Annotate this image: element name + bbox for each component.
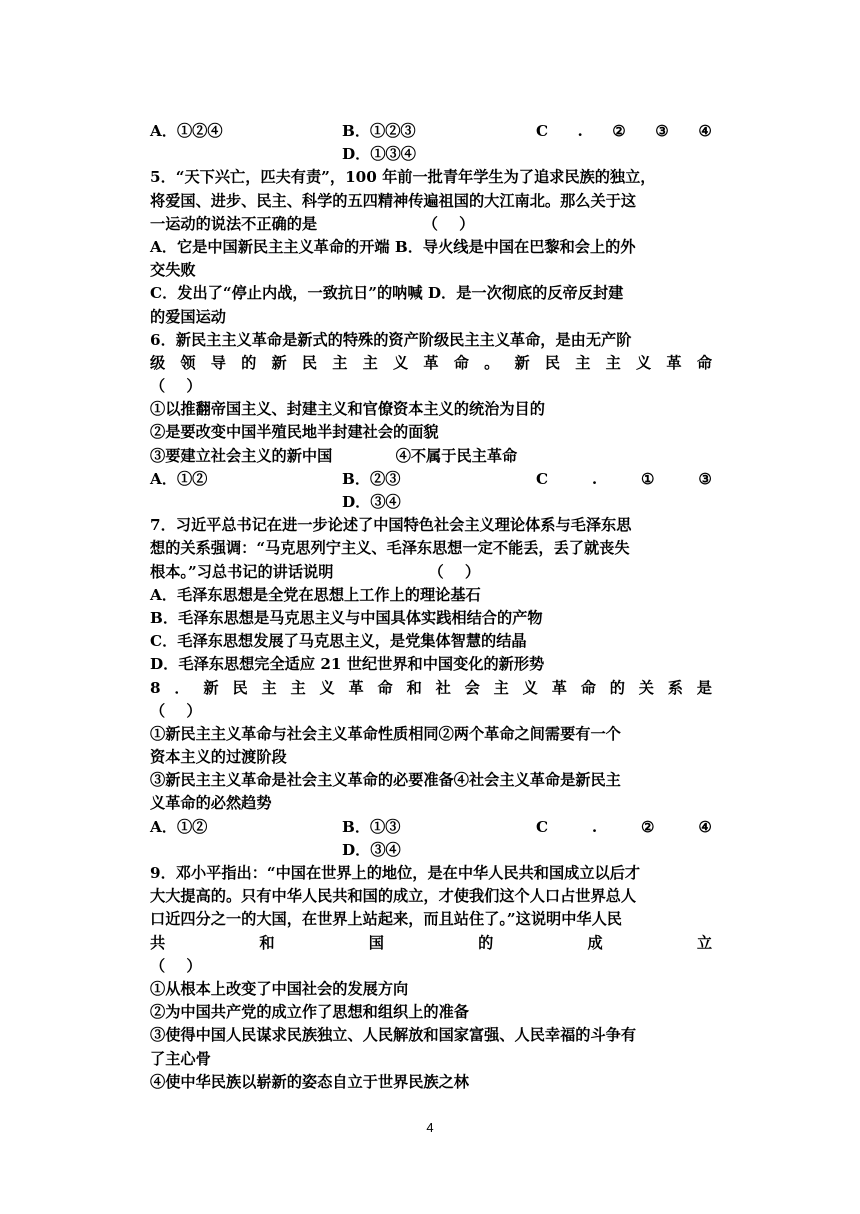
q5-option-line: 交失败 [150,261,196,280]
q8-option-d: D．③④ [342,840,401,859]
q4-option-c: C . ② ③ ④ [536,122,712,140]
q6-stem-line: 级领导的新民主主义革命。新民主主义革命 [150,353,712,372]
q6-stem-line: 6．新民主主义革命是新式的特殊的资产阶级民主主义革命，是由无产阶 [150,330,632,349]
q7-option-b: B．毛泽东思想是马克思主义与中国具体实践相结合的产物 [150,608,543,627]
q7-option-c: C．毛泽东思想发展了马克思主义，是党集体智慧的结晶 [150,632,527,651]
q7-stem-line: 想的关系强调：“马克思列宁主义、毛泽东思想一定不能丢，丢了就丧失 [150,539,630,558]
q9-stem-line: 大大提高的。只有中华人民共和国的成立，才使我们这个人口占世界总人 [150,887,636,906]
q5-stem-line: 将爱国、进步、民主、科学的五四精神传遍祖国的大江南北。那么关于这 [150,191,636,210]
q9-statement: ④使中华民族以崭新的姿态自立于世界民族之林 [150,1072,469,1091]
q7-option-d: D．毛泽东思想完全适应 21 世纪世界和中国变化的新形势 [150,655,545,674]
q4-options-row-2 [150,143,712,166]
q8-option-a: A．①② [150,817,208,836]
q9-stem-line: 9．邓小平指出：“中国在世界上的地位，是在中华人民共和国成立以后才 [150,864,641,882]
q6-answer-bracket: （ ） [150,377,202,396]
q8-statement: 义革命的必然趋势 [150,794,272,813]
q6-options-row [150,468,712,491]
q9-answer-bracket: （ ） [150,956,202,975]
q6-statement: ②是要改变中国半殖民地半封建社会的面貌 [150,423,439,442]
q6-statement: ③要建立社会主义的新中国 ④不属于民主革命 [150,446,518,465]
page-number: 4 [426,1120,434,1135]
q5-option-line: 的爱国运动 [150,307,226,326]
q4-option-d: D．①③④ [342,145,416,164]
q6-option-d: D．③④ [342,493,401,511]
q8-option-c: C . ② ④ [536,817,712,836]
q8-options-row-2 [150,839,712,862]
q7-stem-line: 根本。”习总书记的讲话说明 （ ） [150,562,481,581]
q4-options-row [150,120,712,143]
q9-statement: ③使得中国人民谋求民族独立、人民解放和国家富强、人民幸福的斗争有 [150,1026,636,1045]
q9-stem-line: 口近四分之一的大国，在世界上站起来，而且站住了。”这说明中华人民 [150,910,622,929]
q6-option-b: B．②③ [342,469,401,488]
document-page [150,120,712,1094]
q6-option-a: A．①② [150,469,208,488]
q8-options-row [150,816,712,839]
q9-stem-line: 共和国的成立 [150,933,712,952]
q8-statement: 资本主义的过渡阶段 [150,748,287,767]
q9-statement: ②为中国共产党的成立作了思想和组织上的准备 [150,1003,469,1022]
q8-answer-bracket: （ ） [150,701,202,720]
q8-option-b: B．①③ [342,817,401,836]
q7-option-a: A．毛泽东思想是全党在思想上工作上的理论基石 [150,585,481,604]
q4-option-b: B．①②③ [342,122,416,140]
q5-option-line: A．它是中国新民主主义革命的开端 B．导火线是中国在巴黎和会上的外 [150,237,636,256]
q8-statement: ③新民主主义革命是社会主义革命的必要准备④社会主义革命是新民主 [150,771,621,790]
q7-stem-line: 7．习近平总书记在进一步论述了中国特色社会主义理论体系与毛泽东思 [150,516,632,535]
q6-statement: ①以推翻帝国主义、封建主义和官僚资本主义的统治为目的 [150,400,545,419]
q8-statement: ①新民主主义革命与社会主义革命性质相同②两个革命之间需要有一个 [150,724,621,743]
q9-statement: 了主心骨 [150,1049,211,1068]
q5-stem-line: 5．“天下兴亡，匹夫有责”，100 年前一批青年学生为了追求民族的独立， [150,168,656,187]
q4-option-a: A．①②④ [150,122,223,140]
q5-option-line: C．发出了“停止内战，一致抗日”的呐喊 D．是一次彻底的反帝反封建 [150,284,624,303]
q6-option-c: C . ① ③ [536,469,712,488]
q5-stem-line: 一运动的说法不正确的是 （ ） [150,214,475,233]
q6-options-row-2 [150,491,712,514]
q8-stem-line: 8．新民主主义革命和社会主义革命的关系是 [150,678,712,697]
q9-statement: ①从根本上改变了中国社会的发展方向 [150,979,409,998]
